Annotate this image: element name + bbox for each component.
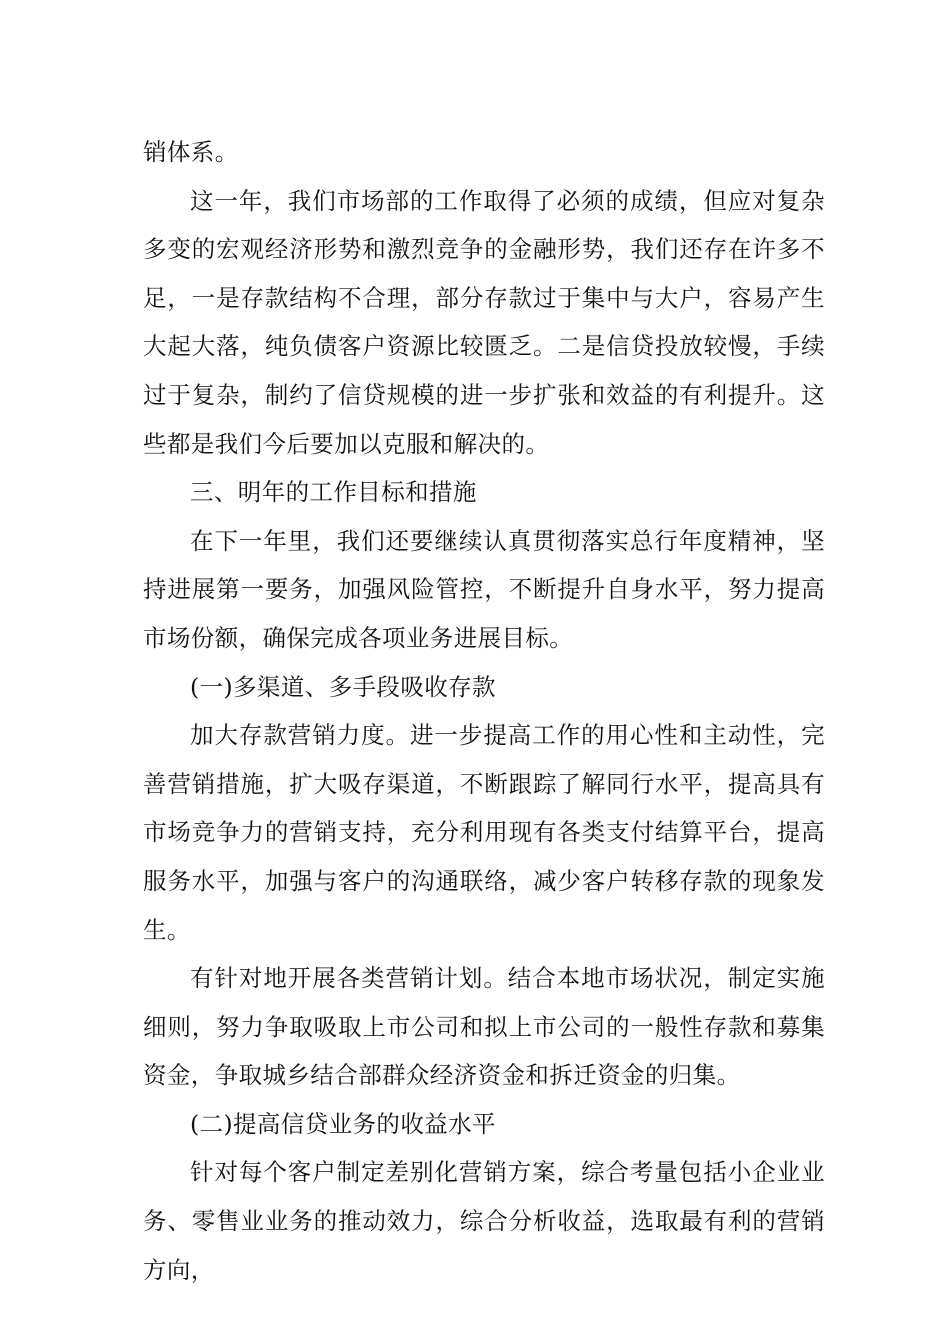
paragraph-2: 这一年，我们市场部的工作取得了必须的成绩，但应对复杂多变的宏观经济形势和激烈竞争的金融形势，我们还存在许多不足，一是存款结构不合理，部分存款过于集中与大户，容易产生大起大落，纯负债客户资源比较匮乏。二是信贷投放较慢，手续过于复杂，制约了信贷规模的进一步扩张和效益的有利提升。这些都是我们今后要加以克服和解决的。 bbox=[143, 186, 825, 458]
paragraph-7: 有针对地开展各类营销计划。结合本地市场状况，制定实施细则，努力争取吸取上市公司和拟上市公司的一般性存款和募集资金，争取城乡结合部群众经济资金和拆迁资金的归集。 bbox=[143, 964, 825, 1090]
document-body bbox=[143, 128, 825, 1294]
section-heading-3: 三、明年的工作目标和措施 bbox=[190, 478, 477, 507]
subheading-1: (一)多渠道、多手段吸收存款 bbox=[190, 672, 496, 701]
paragraph-9: 针对每个客户制定差别化营销方案，综合考量包括小企业业务、零售业业务的推动效力，综合分析收益，选取最有利的营销方向， bbox=[143, 1158, 825, 1284]
paragraph-6: 加大存款营销力度。进一步提高工作的用心性和主动性，完善营销措施，扩大吸存渠道，不断跟踪了解同行水平，提高具有市场竞争力的营销支持，充分利用现有各类支付结算平台，提高服务水平，加强与客户的沟通联络，减少客户转移存款的现象发生。 bbox=[143, 721, 825, 944]
subheading-2: (二)提高信贷业务的收益水平 bbox=[190, 1109, 496, 1138]
paragraph-4: 在下一年里，我们还要继续认真贯彻落实总行年度精神，坚持进展第一要务，加强风险管控，不断提升自身水平，努力提高市场份额，确保完成各项业务进展目标。 bbox=[143, 526, 825, 652]
paragraph-1: 销体系。 bbox=[143, 138, 239, 166]
